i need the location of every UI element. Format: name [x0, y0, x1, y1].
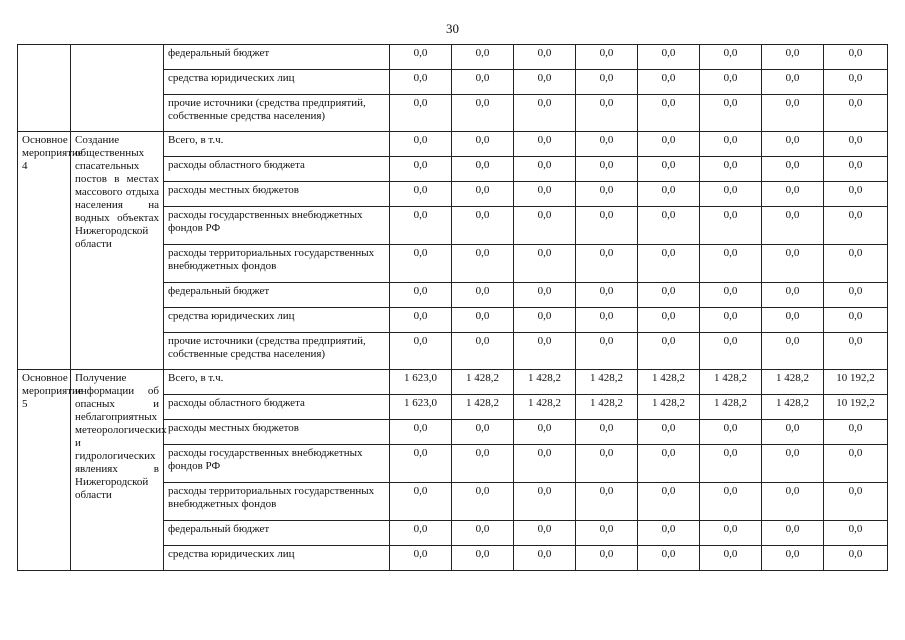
value-cell: 0,0	[452, 45, 514, 70]
measure-description-cell: Получение информации об опасных и неблагоприятных метеорологических и гидрологических явлениях в Нижегородской области	[71, 370, 164, 571]
value-cell: 0,0	[576, 308, 638, 333]
funding-source-cell: федеральный бюджет	[164, 521, 390, 546]
value-cell: 0,0	[452, 546, 514, 571]
value-cell: 0,0	[762, 546, 824, 571]
funding-source-cell: расходы территориальных государственных внебюджетных фондов	[164, 245, 390, 283]
value-cell: 0,0	[514, 283, 576, 308]
value-cell: 0,0	[824, 283, 888, 308]
value-cell: 1 428,2	[514, 370, 576, 395]
value-cell: 0,0	[576, 182, 638, 207]
value-cell: 0,0	[514, 207, 576, 245]
value-cell: 10 192,2	[824, 370, 888, 395]
value-cell: 0,0	[700, 445, 762, 483]
value-cell: 0,0	[390, 182, 452, 207]
funding-source-cell: расходы областного бюджета	[164, 157, 390, 182]
value-cell: 0,0	[762, 45, 824, 70]
value-cell: 0,0	[390, 546, 452, 571]
value-cell: 0,0	[576, 483, 638, 521]
value-cell: 0,0	[390, 445, 452, 483]
value-cell: 0,0	[762, 308, 824, 333]
value-cell: 0,0	[576, 283, 638, 308]
value-cell: 0,0	[824, 333, 888, 370]
value-cell: 0,0	[452, 207, 514, 245]
value-cell: 0,0	[514, 333, 576, 370]
value-cell: 0,0	[390, 95, 452, 132]
value-cell: 0,0	[700, 95, 762, 132]
table-row	[18, 370, 888, 395]
value-cell: 1 428,2	[514, 395, 576, 420]
funding-source-cell: расходы государственных внебюджетных фондов РФ	[164, 445, 390, 483]
funding-source-cell: Всего, в т.ч.	[164, 370, 390, 395]
value-cell: 1 428,2	[638, 370, 700, 395]
value-cell: 1 623,0	[390, 395, 452, 420]
value-cell: 0,0	[514, 546, 576, 571]
value-cell: 0,0	[514, 45, 576, 70]
value-cell: 0,0	[452, 333, 514, 370]
funding-source-cell: федеральный бюджет	[164, 283, 390, 308]
measure-description-cell: Создание общественных спасательных постов в местах массового отдыха населения на водных объектах Нижегородской области	[71, 132, 164, 370]
value-cell: 0,0	[452, 445, 514, 483]
value-cell: 0,0	[452, 420, 514, 445]
funding-source-cell: средства юридических лиц	[164, 70, 390, 95]
value-cell: 0,0	[390, 45, 452, 70]
value-cell: 0,0	[762, 132, 824, 157]
value-cell: 1 428,2	[700, 370, 762, 395]
value-cell: 0,0	[514, 70, 576, 95]
value-cell: 0,0	[576, 207, 638, 245]
value-cell: 0,0	[390, 132, 452, 157]
value-cell: 0,0	[390, 70, 452, 95]
value-cell: 0,0	[638, 420, 700, 445]
value-cell: 0,0	[824, 182, 888, 207]
value-cell: 0,0	[638, 445, 700, 483]
funding-source-cell: прочие источники (средства предприятий, собственные средства населения)	[164, 95, 390, 132]
value-cell: 0,0	[452, 283, 514, 308]
value-cell: 0,0	[514, 483, 576, 521]
value-cell: 0,0	[700, 45, 762, 70]
funding-source-cell: средства юридических лиц	[164, 308, 390, 333]
value-cell: 0,0	[762, 182, 824, 207]
value-cell: 0,0	[700, 420, 762, 445]
value-cell: 0,0	[514, 420, 576, 445]
value-cell: 0,0	[824, 132, 888, 157]
value-cell: 0,0	[824, 157, 888, 182]
value-cell: 0,0	[700, 132, 762, 157]
value-cell: 1 428,2	[762, 395, 824, 420]
value-cell: 0,0	[452, 132, 514, 157]
value-cell: 0,0	[762, 245, 824, 283]
value-cell: 0,0	[762, 333, 824, 370]
value-cell: 0,0	[576, 546, 638, 571]
value-cell: 0,0	[638, 45, 700, 70]
table-row	[18, 45, 888, 70]
value-cell: 0,0	[638, 132, 700, 157]
value-cell: 0,0	[514, 132, 576, 157]
value-cell: 0,0	[700, 182, 762, 207]
value-cell: 0,0	[576, 70, 638, 95]
value-cell: 0,0	[824, 521, 888, 546]
funding-source-cell: средства юридических лиц	[164, 546, 390, 571]
value-cell: 0,0	[762, 70, 824, 95]
funding-source-cell: расходы областного бюджета	[164, 395, 390, 420]
measure-cell: Основное мероприятие 4	[18, 132, 71, 370]
value-cell: 0,0	[762, 445, 824, 483]
funding-source-cell: расходы территориальных государственных внебюджетных фондов	[164, 483, 390, 521]
value-cell: 10 192,2	[824, 395, 888, 420]
funding-source-cell: расходы местных бюджетов	[164, 420, 390, 445]
value-cell: 0,0	[576, 245, 638, 283]
page-number: 30	[446, 21, 459, 36]
table-row	[18, 132, 888, 157]
value-cell: 0,0	[390, 420, 452, 445]
value-cell: 0,0	[390, 333, 452, 370]
value-cell: 0,0	[452, 157, 514, 182]
value-cell: 0,0	[452, 70, 514, 95]
funding-source-cell: прочие источники (средства предприятий, собственные средства населения)	[164, 333, 390, 370]
value-cell: 0,0	[762, 521, 824, 546]
value-cell: 0,0	[576, 333, 638, 370]
value-cell: 0,0	[514, 445, 576, 483]
value-cell: 0,0	[452, 308, 514, 333]
value-cell: 0,0	[638, 207, 700, 245]
value-cell: 0,0	[576, 445, 638, 483]
value-cell: 0,0	[762, 420, 824, 445]
value-cell: 0,0	[700, 157, 762, 182]
value-cell: 0,0	[700, 245, 762, 283]
value-cell: 0,0	[700, 283, 762, 308]
value-cell: 0,0	[638, 308, 700, 333]
value-cell: 0,0	[824, 245, 888, 283]
value-cell: 0,0	[390, 245, 452, 283]
value-cell: 0,0	[762, 483, 824, 521]
value-cell: 1 428,2	[452, 370, 514, 395]
value-cell: 0,0	[824, 70, 888, 95]
value-cell: 0,0	[638, 245, 700, 283]
value-cell: 0,0	[638, 182, 700, 207]
value-cell: 0,0	[762, 207, 824, 245]
value-cell: 0,0	[452, 182, 514, 207]
value-cell: 1 428,2	[638, 395, 700, 420]
value-cell: 0,0	[390, 207, 452, 245]
value-cell: 0,0	[762, 283, 824, 308]
value-cell: 0,0	[390, 483, 452, 521]
value-cell: 1 428,2	[452, 395, 514, 420]
value-cell: 0,0	[700, 308, 762, 333]
value-cell: 0,0	[638, 333, 700, 370]
value-cell: 0,0	[824, 207, 888, 245]
value-cell: 0,0	[390, 308, 452, 333]
value-cell: 0,0	[824, 420, 888, 445]
value-cell: 0,0	[700, 70, 762, 95]
value-cell: 0,0	[576, 95, 638, 132]
value-cell: 0,0	[700, 207, 762, 245]
value-cell: 0,0	[576, 521, 638, 546]
value-cell: 0,0	[700, 483, 762, 521]
value-cell: 0,0	[762, 157, 824, 182]
value-cell: 0,0	[452, 521, 514, 546]
value-cell: 0,0	[824, 546, 888, 571]
value-cell: 0,0	[700, 546, 762, 571]
value-cell: 0,0	[514, 95, 576, 132]
value-cell: 0,0	[576, 157, 638, 182]
value-cell: 0,0	[824, 308, 888, 333]
funding-source-cell: Всего, в т.ч.	[164, 132, 390, 157]
value-cell: 0,0	[452, 245, 514, 283]
value-cell: 0,0	[638, 157, 700, 182]
value-cell: 1 428,2	[576, 370, 638, 395]
value-cell: 1 623,0	[390, 370, 452, 395]
value-cell: 0,0	[700, 521, 762, 546]
value-cell: 0,0	[638, 521, 700, 546]
measure-description-cell	[71, 45, 164, 132]
measure-cell: Основное мероприятие 5	[18, 370, 71, 571]
value-cell: 1 428,2	[762, 370, 824, 395]
measure-cell	[18, 45, 71, 132]
value-cell: 0,0	[638, 95, 700, 132]
value-cell: 0,0	[514, 521, 576, 546]
value-cell: 0,0	[576, 132, 638, 157]
value-cell: 0,0	[824, 483, 888, 521]
value-cell: 0,0	[514, 157, 576, 182]
value-cell: 0,0	[824, 445, 888, 483]
value-cell: 0,0	[452, 95, 514, 132]
value-cell: 0,0	[824, 95, 888, 132]
value-cell: 0,0	[700, 333, 762, 370]
value-cell: 0,0	[390, 283, 452, 308]
value-cell: 0,0	[638, 483, 700, 521]
value-cell: 0,0	[824, 45, 888, 70]
value-cell: 1 428,2	[700, 395, 762, 420]
funding-source-cell: расходы местных бюджетов	[164, 182, 390, 207]
funding-source-cell: расходы государственных внебюджетных фондов РФ	[164, 207, 390, 245]
value-cell: 0,0	[514, 308, 576, 333]
funding-source-cell: федеральный бюджет	[164, 45, 390, 70]
value-cell: 0,0	[576, 420, 638, 445]
value-cell: 0,0	[762, 95, 824, 132]
value-cell: 0,0	[390, 157, 452, 182]
value-cell: 0,0	[638, 546, 700, 571]
value-cell: 0,0	[514, 182, 576, 207]
value-cell: 0,0	[514, 245, 576, 283]
value-cell: 0,0	[576, 45, 638, 70]
value-cell: 0,0	[452, 483, 514, 521]
value-cell: 0,0	[638, 283, 700, 308]
value-cell: 1 428,2	[576, 395, 638, 420]
value-cell: 0,0	[390, 521, 452, 546]
budget-table	[17, 44, 888, 571]
value-cell: 0,0	[638, 70, 700, 95]
